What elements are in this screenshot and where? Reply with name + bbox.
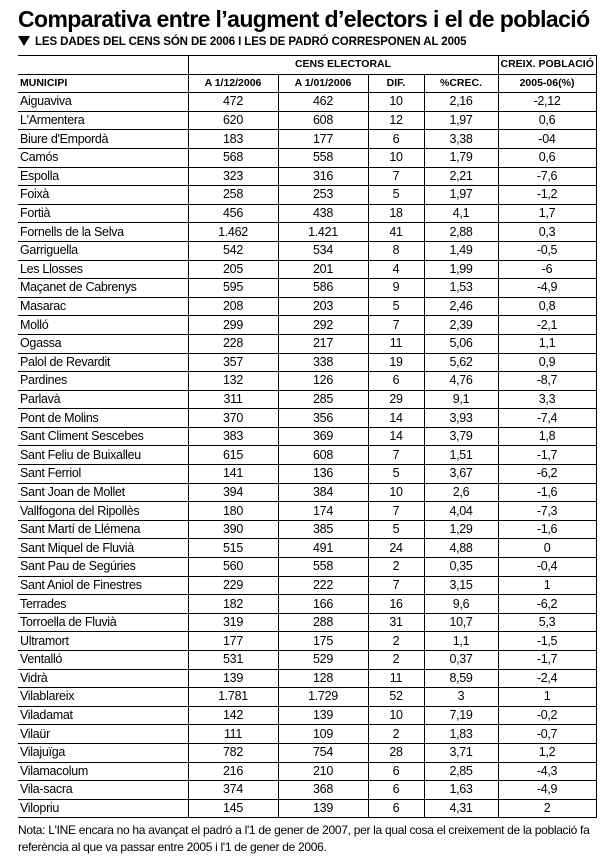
cell-crec: 2,6	[424, 483, 498, 502]
cell-cens-b: 558	[278, 148, 368, 167]
cell-cens-b: 203	[278, 297, 368, 316]
cell-creix: -1,2	[498, 186, 596, 205]
cell-crec: 3,71	[424, 743, 498, 762]
table-row	[18, 223, 596, 242]
cell-cens-a: 111	[188, 725, 278, 744]
cell-creix: -1,7	[498, 446, 596, 465]
table-row	[18, 706, 596, 725]
cell-cens-a: 323	[188, 167, 278, 186]
cell-cens-b: 253	[278, 186, 368, 205]
cell-cens-b: 166	[278, 595, 368, 614]
cell-creix: -1,5	[498, 632, 596, 651]
cell-cens-a: 515	[188, 539, 278, 558]
cell-cens-a: 299	[188, 316, 278, 335]
table-row	[18, 260, 596, 279]
cell-cens-a: 1.781	[188, 688, 278, 707]
cell-dif: 10	[368, 93, 424, 112]
cell-cens-b: 338	[278, 353, 368, 372]
table-row	[18, 390, 596, 409]
cell-dif: 2	[368, 651, 424, 670]
cell-dif: 4	[368, 260, 424, 279]
cell-municipi: Pont de Molins	[18, 409, 188, 428]
cell-crec: 2,88	[424, 223, 498, 242]
cell-cens-b: 139	[278, 799, 368, 818]
cell-cens-b: 384	[278, 483, 368, 502]
cell-creix: -2,4	[498, 669, 596, 688]
table-row	[18, 372, 596, 391]
header-col-a: A 1/12/2006	[188, 74, 278, 93]
cell-municipi: Ultramort	[18, 632, 188, 651]
cell-cens-a: 139	[188, 669, 278, 688]
cell-cens-b: 754	[278, 743, 368, 762]
cell-municipi: L'Armentera	[18, 111, 188, 130]
cell-municipi: Les Llosses	[18, 260, 188, 279]
cell-crec: 3	[424, 688, 498, 707]
cell-creix: -6,2	[498, 465, 596, 484]
cell-municipi: Sant Martí de Llémena	[18, 520, 188, 539]
cell-municipi: Palol de Revardit	[18, 353, 188, 372]
cell-municipi: Aiguaviva	[18, 93, 188, 112]
table-row	[18, 502, 596, 521]
header-creix-poblacio: CREIX. POBLACIÓ	[498, 56, 596, 75]
table-row	[18, 651, 596, 670]
cell-cens-b: 177	[278, 130, 368, 149]
cell-cens-a: 180	[188, 502, 278, 521]
cell-dif: 8	[368, 241, 424, 260]
cell-cens-b: 210	[278, 762, 368, 781]
cell-dif: 31	[368, 613, 424, 632]
cell-municipi: Torroella de Fluvià	[18, 613, 188, 632]
cell-creix: -0,5	[498, 241, 596, 260]
cell-cens-a: 311	[188, 390, 278, 409]
cell-crec: 7,19	[424, 706, 498, 725]
cell-cens-a: 208	[188, 297, 278, 316]
cell-cens-b: 174	[278, 502, 368, 521]
cell-creix: -1,7	[498, 651, 596, 670]
cell-cens-b: 201	[278, 260, 368, 279]
cell-creix: 0,9	[498, 353, 596, 372]
cell-cens-b: 288	[278, 613, 368, 632]
cell-crec: 1,51	[424, 446, 498, 465]
cell-crec: 2,39	[424, 316, 498, 335]
cell-crec: 5,06	[424, 334, 498, 353]
header-col-period: 2005-06(%)	[498, 74, 596, 93]
cell-crec: 8,59	[424, 669, 498, 688]
cell-municipi: Fortià	[18, 204, 188, 223]
cell-dif: 7	[368, 576, 424, 595]
cell-municipi: Molló	[18, 316, 188, 335]
cell-creix: -7,4	[498, 409, 596, 428]
cell-creix: 0	[498, 539, 596, 558]
cell-crec: 9,6	[424, 595, 498, 614]
cell-crec: 2,16	[424, 93, 498, 112]
cell-dif: 7	[368, 446, 424, 465]
table-row	[18, 781, 596, 800]
cell-cens-a: 394	[188, 483, 278, 502]
triangle-down-icon	[18, 36, 30, 46]
cell-cens-b: 136	[278, 465, 368, 484]
cell-dif: 5	[368, 297, 424, 316]
cell-municipi: Pardines	[18, 372, 188, 391]
cell-municipi: Foixà	[18, 186, 188, 205]
cell-dif: 6	[368, 799, 424, 818]
cell-municipi: Espolla	[18, 167, 188, 186]
cell-creix: -7,3	[498, 502, 596, 521]
cell-creix: 0,8	[498, 297, 596, 316]
cell-dif: 52	[368, 688, 424, 707]
cell-cens-a: 390	[188, 520, 278, 539]
cell-cens-b: 529	[278, 651, 368, 670]
cell-creix: 0,6	[498, 148, 596, 167]
cell-cens-a: 177	[188, 632, 278, 651]
cell-crec: 2,85	[424, 762, 498, 781]
cell-cens-b: 491	[278, 539, 368, 558]
cell-cens-a: 568	[188, 148, 278, 167]
cell-crec: 9,1	[424, 390, 498, 409]
cell-cens-b: 558	[278, 558, 368, 577]
cell-creix: -8,7	[498, 372, 596, 391]
cell-creix: -2,12	[498, 93, 596, 112]
cell-dif: 28	[368, 743, 424, 762]
cell-creix: -4,9	[498, 279, 596, 298]
cell-dif: 11	[368, 669, 424, 688]
cell-crec: 1,83	[424, 725, 498, 744]
table-row	[18, 241, 596, 260]
cell-municipi: Biure d'Empordà	[18, 130, 188, 149]
header-col-dif: DIF.	[368, 74, 424, 93]
cell-dif: 10	[368, 148, 424, 167]
cell-cens-b: 109	[278, 725, 368, 744]
table-row	[18, 427, 596, 446]
table-row	[18, 167, 596, 186]
cell-crec: 1,97	[424, 186, 498, 205]
cell-municipi: Vilajuïga	[18, 743, 188, 762]
table-row	[18, 148, 596, 167]
cell-cens-b: 1.729	[278, 688, 368, 707]
table-row	[18, 613, 596, 632]
cell-creix: 3,3	[498, 390, 596, 409]
cell-municipi: Masarac	[18, 297, 188, 316]
cell-cens-b: 385	[278, 520, 368, 539]
table-row	[18, 353, 596, 372]
cell-cens-a: 374	[188, 781, 278, 800]
cell-crec: 4,04	[424, 502, 498, 521]
cell-creix: 2	[498, 799, 596, 818]
table-row	[18, 465, 596, 484]
table-row	[18, 799, 596, 818]
cell-dif: 12	[368, 111, 424, 130]
cell-dif: 5	[368, 465, 424, 484]
cell-cens-b: 369	[278, 427, 368, 446]
cell-creix: -6,2	[498, 595, 596, 614]
cell-cens-a: 370	[188, 409, 278, 428]
cell-cens-a: 472	[188, 93, 278, 112]
table-row	[18, 204, 596, 223]
header-cens-electoral: CENS ELECTORAL	[188, 56, 498, 75]
cell-municipi: Parlavà	[18, 390, 188, 409]
cell-cens-b: 534	[278, 241, 368, 260]
cell-crec: 0,37	[424, 651, 498, 670]
cell-cens-a: 258	[188, 186, 278, 205]
header-municipi: MUNICIPI	[18, 74, 188, 93]
table-row	[18, 743, 596, 762]
cell-dif: 29	[368, 390, 424, 409]
cell-crec: 1,97	[424, 111, 498, 130]
cell-crec: 1,99	[424, 260, 498, 279]
cell-dif: 14	[368, 409, 424, 428]
table-row	[18, 595, 596, 614]
cell-cens-a: 383	[188, 427, 278, 446]
cell-municipi: Vila-sacra	[18, 781, 188, 800]
cell-cens-b: 222	[278, 576, 368, 595]
table-row	[18, 632, 596, 651]
cell-creix: -1,6	[498, 483, 596, 502]
cell-cens-b: 285	[278, 390, 368, 409]
table-row	[18, 483, 596, 502]
table-body	[18, 93, 596, 818]
cell-cens-a: 183	[188, 130, 278, 149]
table-row	[18, 446, 596, 465]
cell-creix: -1,6	[498, 520, 596, 539]
cell-creix: -0,2	[498, 706, 596, 725]
cell-crec: 5,62	[424, 353, 498, 372]
cell-cens-b: 316	[278, 167, 368, 186]
table-row	[18, 576, 596, 595]
cell-municipi: Vilamacolum	[18, 762, 188, 781]
cell-crec: 3,67	[424, 465, 498, 484]
table-row	[18, 558, 596, 577]
cell-municipi: Sant Joan de Mollet	[18, 483, 188, 502]
cell-dif: 18	[368, 204, 424, 223]
cell-municipi: Fornells de la Selva	[18, 223, 188, 242]
cell-creix: 1,1	[498, 334, 596, 353]
cell-cens-a: 229	[188, 576, 278, 595]
cell-dif: 5	[368, 186, 424, 205]
table-row	[18, 316, 596, 335]
cell-crec: 3,15	[424, 576, 498, 595]
footnote: Nota: L'INE encara no ha avançat el padró a l'1 de gener de 2007, per la qual cosa el creixement de la població fa referència al que va passar entre 2005 i l'1 de gener de 2006.	[18, 823, 590, 855]
table-row	[18, 762, 596, 781]
cell-dif: 2	[368, 632, 424, 651]
cell-dif: 7	[368, 167, 424, 186]
cell-crec: 1,63	[424, 781, 498, 800]
cell-cens-b: 128	[278, 669, 368, 688]
table-row	[18, 297, 596, 316]
cell-creix: -7,6	[498, 167, 596, 186]
cell-crec: 4,31	[424, 799, 498, 818]
cell-cens-b: 126	[278, 372, 368, 391]
cell-municipi: Sant Miquel de Fluvià	[18, 539, 188, 558]
cell-crec: 4,76	[424, 372, 498, 391]
cell-creix: 1	[498, 576, 596, 595]
cell-dif: 6	[368, 372, 424, 391]
cell-dif: 6	[368, 130, 424, 149]
cell-municipi: Terrades	[18, 595, 188, 614]
cell-cens-a: 615	[188, 446, 278, 465]
cell-municipi: Garriguella	[18, 241, 188, 260]
cell-municipi: Ventalló	[18, 651, 188, 670]
cell-crec: 1,53	[424, 279, 498, 298]
cell-dif: 16	[368, 595, 424, 614]
cell-dif: 5	[368, 520, 424, 539]
cell-creix: -6	[498, 260, 596, 279]
cell-cens-b: 438	[278, 204, 368, 223]
cell-creix: -04	[498, 130, 596, 149]
table-row	[18, 669, 596, 688]
cell-cens-b: 175	[278, 632, 368, 651]
table-row	[18, 520, 596, 539]
header-blank	[18, 56, 188, 75]
cell-dif: 2	[368, 558, 424, 577]
cell-municipi: Vallfogona del Ripollès	[18, 502, 188, 521]
cell-cens-b: 608	[278, 111, 368, 130]
table-row	[18, 334, 596, 353]
cell-creix: -2,1	[498, 316, 596, 335]
cell-dif: 41	[368, 223, 424, 242]
cell-cens-a: 132	[188, 372, 278, 391]
cell-dif: 10	[368, 483, 424, 502]
cell-dif: 6	[368, 762, 424, 781]
table-row	[18, 93, 596, 112]
subtitle-text: LES DADES DEL CENS SÓN DE 2006 I LES DE PADRÓ CORRESPONEN AL 2005	[35, 36, 467, 48]
table-row	[18, 130, 596, 149]
cell-creix: 1	[498, 688, 596, 707]
cell-municipi: Sant Ferriol	[18, 465, 188, 484]
cell-creix: -0,7	[498, 725, 596, 744]
cell-crec: 10,7	[424, 613, 498, 632]
cell-cens-a: 542	[188, 241, 278, 260]
header-col-b: A 1/01/2006	[278, 74, 368, 93]
cell-crec: 4,1	[424, 204, 498, 223]
cell-cens-a: 142	[188, 706, 278, 725]
cell-municipi: Sant Feliu de Buixalleu	[18, 446, 188, 465]
cell-crec: 1,1	[424, 632, 498, 651]
table-row	[18, 688, 596, 707]
page-title: Comparativa entre l’augment d’electors i el de població	[18, 6, 590, 32]
table-row	[18, 279, 596, 298]
cell-municipi: Vilopriu	[18, 799, 188, 818]
cell-crec: 3,93	[424, 409, 498, 428]
cell-cens-b: 608	[278, 446, 368, 465]
table-row	[18, 186, 596, 205]
cell-cens-b: 1.421	[278, 223, 368, 242]
cell-municipi: Viladamat	[18, 706, 188, 725]
cell-municipi: Vilablareix	[18, 688, 188, 707]
cell-crec: 0,35	[424, 558, 498, 577]
cell-crec: 2,46	[424, 297, 498, 316]
cell-cens-a: 216	[188, 762, 278, 781]
cell-municipi: Ogassa	[18, 334, 188, 353]
cell-cens-b: 356	[278, 409, 368, 428]
cell-cens-a: 595	[188, 279, 278, 298]
cell-dif: 19	[368, 353, 424, 372]
cell-dif: 24	[368, 539, 424, 558]
cell-creix: -4,9	[498, 781, 596, 800]
cell-creix: 1,8	[498, 427, 596, 446]
cell-crec: 3,38	[424, 130, 498, 149]
cell-crec: 1,29	[424, 520, 498, 539]
cell-crec: 1,79	[424, 148, 498, 167]
table-row	[18, 409, 596, 428]
cell-dif: 9	[368, 279, 424, 298]
cell-cens-b: 139	[278, 706, 368, 725]
cell-cens-a: 228	[188, 334, 278, 353]
cell-creix: -4,3	[498, 762, 596, 781]
cell-dif: 11	[368, 334, 424, 353]
table-row	[18, 111, 596, 130]
cell-dif: 2	[368, 725, 424, 744]
cell-cens-a: 357	[188, 353, 278, 372]
table-row	[18, 539, 596, 558]
cell-cens-a: 456	[188, 204, 278, 223]
cell-cens-b: 368	[278, 781, 368, 800]
cell-cens-a: 319	[188, 613, 278, 632]
cell-creix: 1,2	[498, 743, 596, 762]
subtitle	[18, 34, 598, 50]
cell-municipi: Sant Pau de Segúries	[18, 558, 188, 577]
cell-crec: 3,79	[424, 427, 498, 446]
cell-cens-b: 292	[278, 316, 368, 335]
cell-cens-a: 145	[188, 799, 278, 818]
cell-municipi: Vilaür	[18, 725, 188, 744]
cell-municipi: Maçanet de Cabrenys	[18, 279, 188, 298]
data-table	[18, 55, 597, 818]
cell-cens-a: 205	[188, 260, 278, 279]
cell-cens-a: 531	[188, 651, 278, 670]
cell-dif: 14	[368, 427, 424, 446]
cell-municipi: Sant Aniol de Finestres	[18, 576, 188, 595]
cell-cens-a: 1.462	[188, 223, 278, 242]
table-row	[18, 725, 596, 744]
cell-dif: 7	[368, 316, 424, 335]
cell-creix: 0,3	[498, 223, 596, 242]
cell-municipi: Camós	[18, 148, 188, 167]
cell-dif: 10	[368, 706, 424, 725]
cell-crec: 2,21	[424, 167, 498, 186]
cell-cens-b: 462	[278, 93, 368, 112]
cell-cens-a: 560	[188, 558, 278, 577]
cell-cens-b: 217	[278, 334, 368, 353]
cell-municipi: Sant Climent Sescebes	[18, 427, 188, 446]
cell-crec: 4,88	[424, 539, 498, 558]
header-col-crec: %CREC.	[424, 74, 498, 93]
cell-dif: 6	[368, 781, 424, 800]
cell-creix: -0,4	[498, 558, 596, 577]
cell-creix: 5,3	[498, 613, 596, 632]
cell-cens-a: 141	[188, 465, 278, 484]
cell-municipi: Vidrà	[18, 669, 188, 688]
cell-cens-a: 182	[188, 595, 278, 614]
cell-cens-a: 620	[188, 111, 278, 130]
cell-cens-a: 782	[188, 743, 278, 762]
cell-dif: 7	[368, 502, 424, 521]
cell-crec: 1,49	[424, 241, 498, 260]
cell-creix: 0,6	[498, 111, 596, 130]
cell-cens-b: 586	[278, 279, 368, 298]
cell-creix: 1,7	[498, 204, 596, 223]
table-header	[18, 56, 596, 93]
